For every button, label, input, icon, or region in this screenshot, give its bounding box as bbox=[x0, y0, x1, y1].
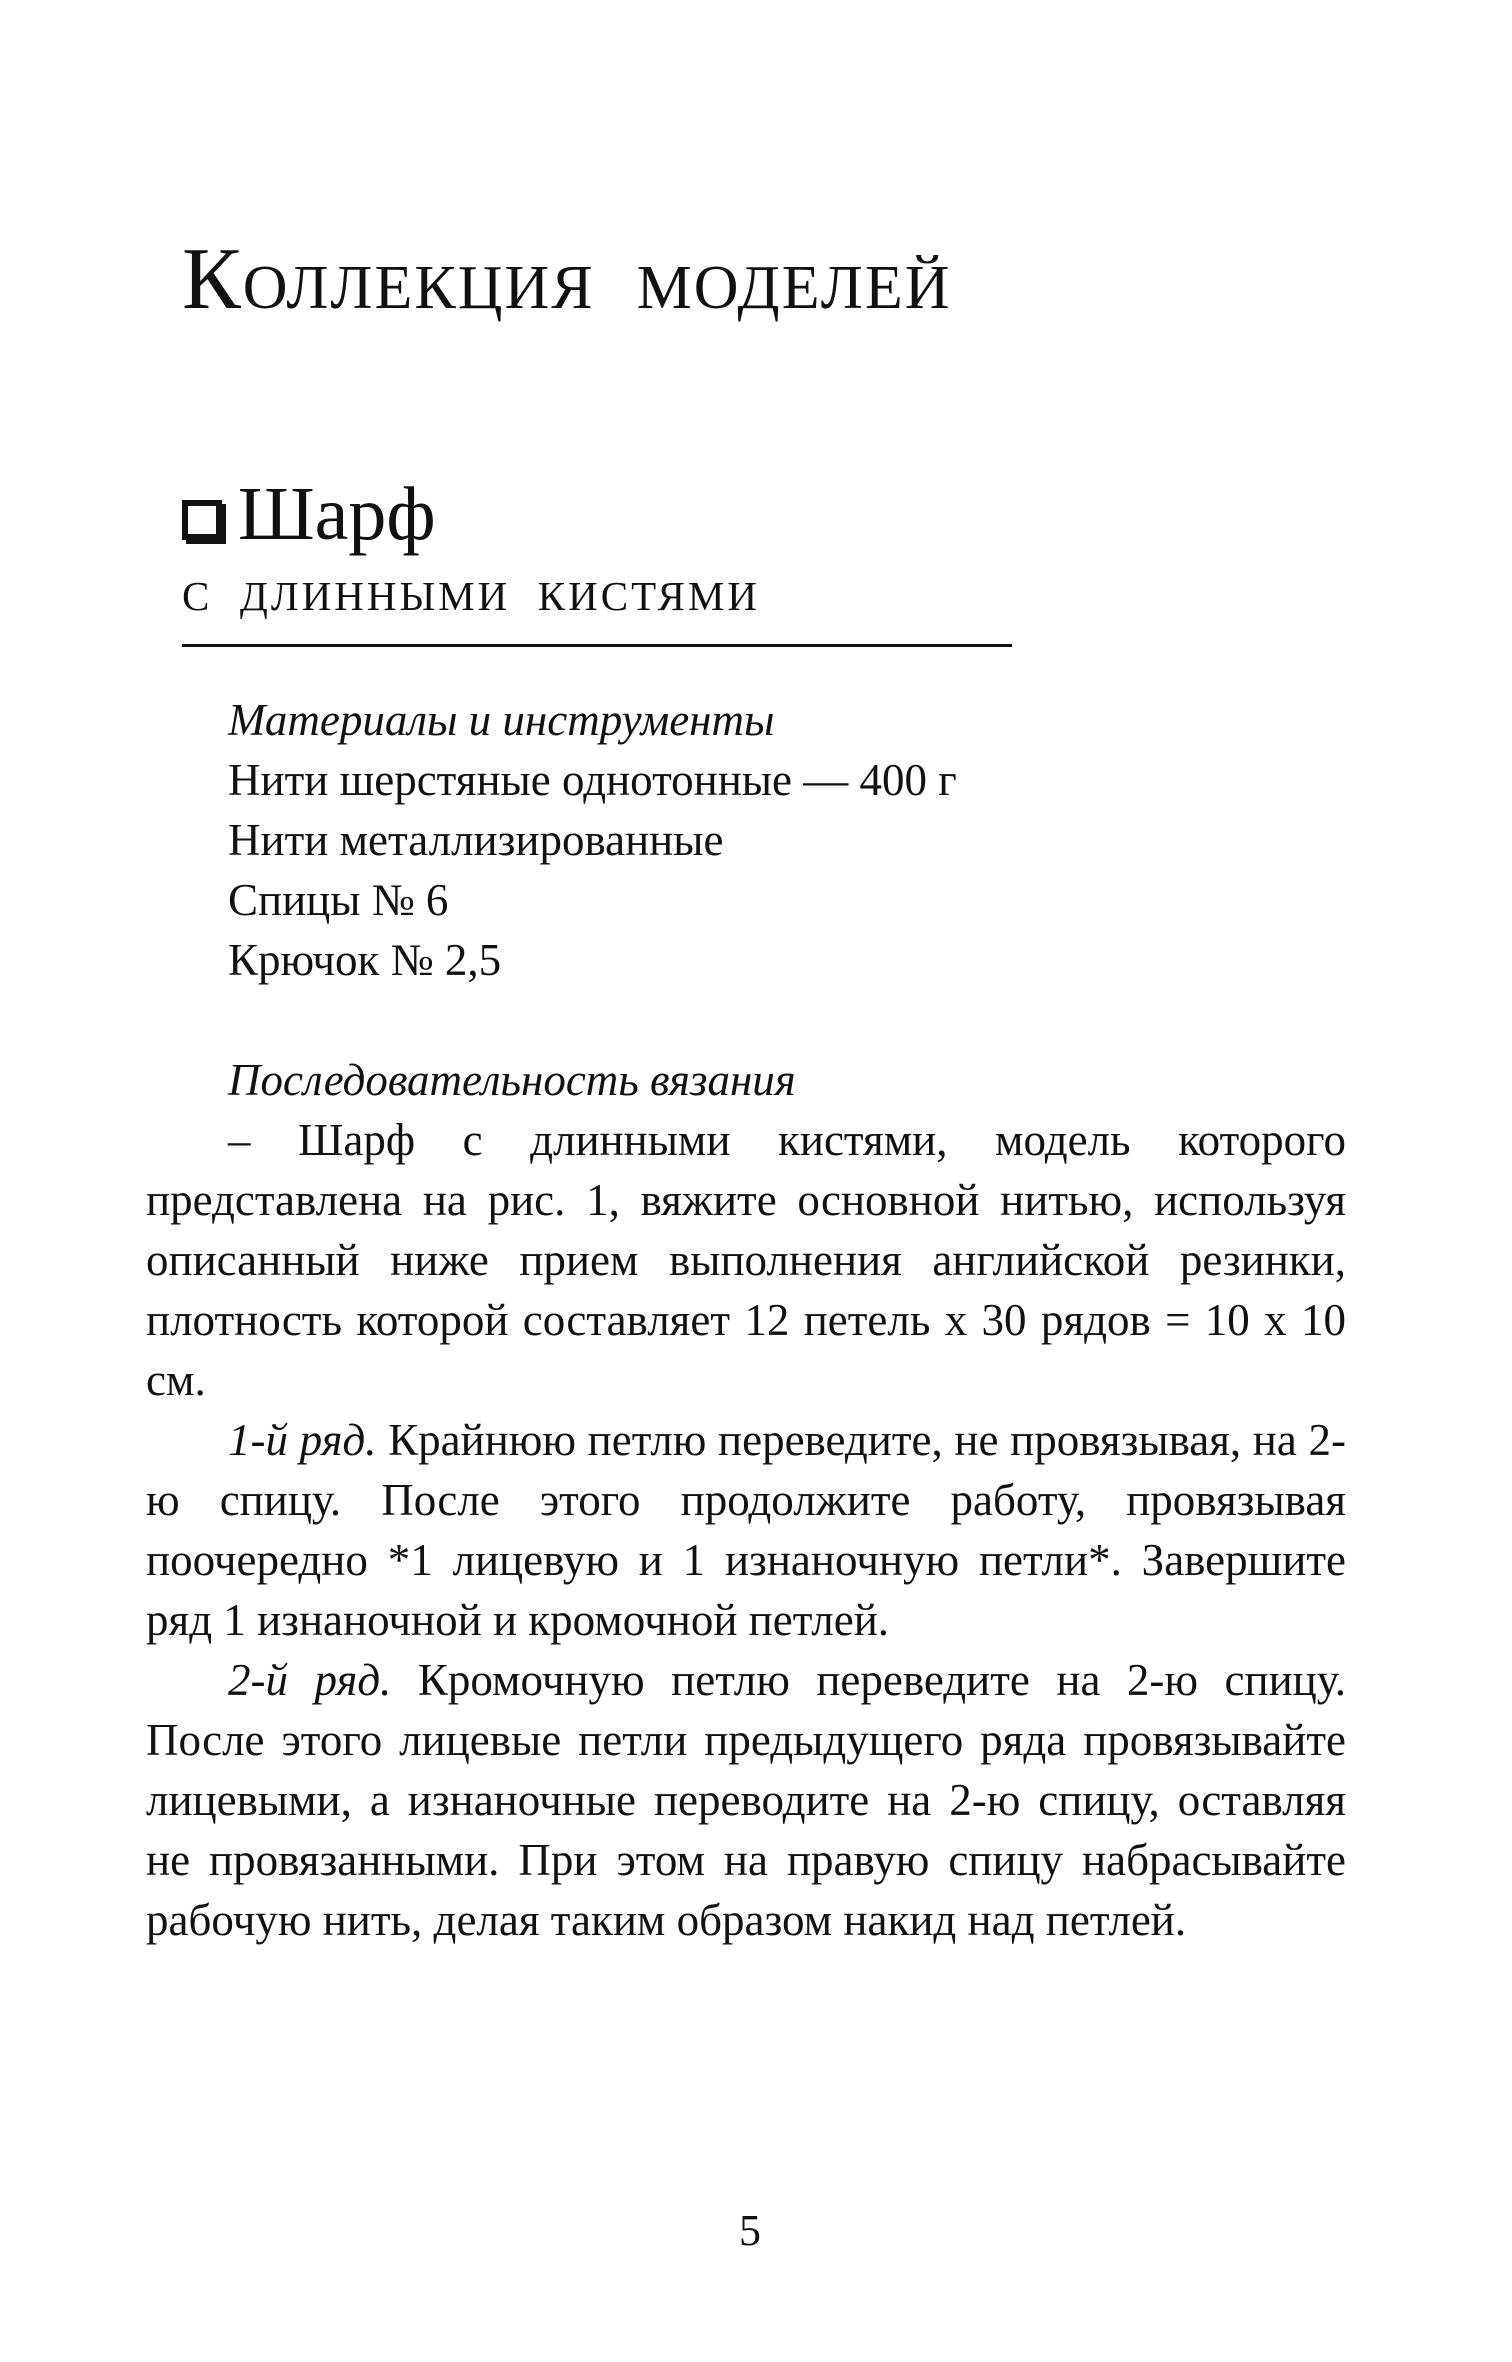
sequence-label: Последовательность вязания bbox=[228, 1055, 796, 1105]
materials-item: Спицы № 6 bbox=[228, 875, 449, 925]
materials-item: Нити шерстяные однотонные — 400 г bbox=[228, 755, 957, 805]
materials-list bbox=[146, 690, 1346, 990]
row2-label: 2-й ряд. bbox=[228, 1655, 392, 1705]
sequence-intro: – Шарф с длинными кистями, модель которого представлена на рис. 1, вяжите основной нитью, используя описанный ниже прием выполнения английской резинки, плотность которой составляет 12 петель х 30 рядов = 10 х 10 см. bbox=[146, 1115, 1346, 1405]
chapter-title: Коллекция моделей bbox=[182, 231, 952, 328]
spacer bbox=[146, 990, 1346, 1050]
row1-label: 1-й ряд. bbox=[228, 1415, 377, 1465]
page-content bbox=[146, 690, 1346, 1950]
row1-text: Крайнюю петлю переведите, не провязывая, на 2-ю спицу. После этого продолжите работу, провязывая поочередно *1 лицевую и 1 изнаночную петли*. Завершите ряд 1 изнаночной и кромочной петлей. bbox=[146, 1415, 1347, 1645]
section-title-line1-row bbox=[182, 472, 1012, 556]
section-heading bbox=[182, 472, 1012, 647]
materials-item: Крючок № 2,5 bbox=[228, 935, 502, 985]
section-title-line1: Шарф bbox=[238, 472, 436, 556]
materials-item: Нити металлизированные bbox=[228, 815, 724, 865]
row2-paragraph bbox=[146, 1650, 1346, 1950]
page-number: 5 bbox=[739, 2206, 761, 2255]
section-title-line2: с длинными кистями bbox=[182, 556, 1012, 647]
row2-text: Кромочную петлю переведите на 2-ю спицу. После этого лицевые петли предыдущего ряда провязывайте лицевыми, а изнаночные переводите на 2-ю спицу, оставляя не провязанными. При этом на правую спицу набрасывайте рабочую нить, делая таким образом накид над петлей. bbox=[146, 1655, 1347, 1945]
checkbox-icon bbox=[182, 500, 222, 540]
row1-paragraph bbox=[146, 1410, 1346, 1650]
materials-label: Материалы и инструменты bbox=[228, 695, 775, 745]
